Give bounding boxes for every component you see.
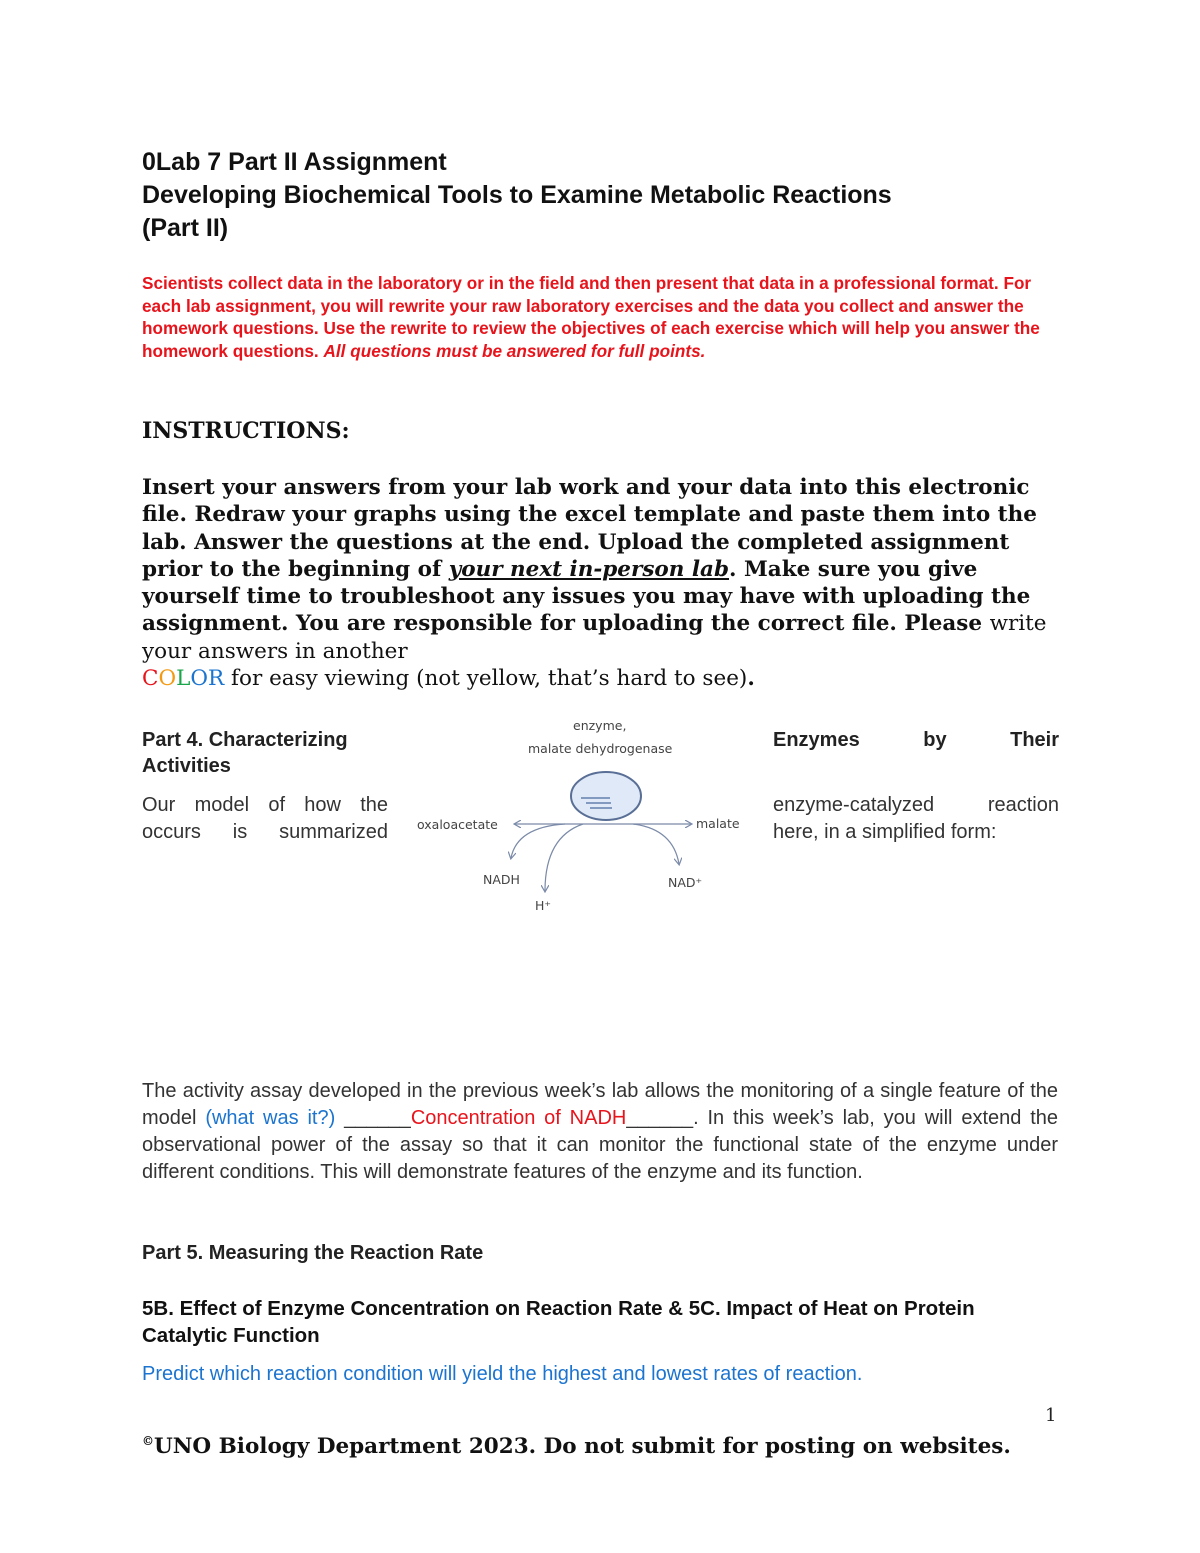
note-text: Scientists collect data in the laboratory or in the field and then present that data in a professional format. For each lab assignment, you will rewrite your raw laboratory exercises and the data you collect and answer the homework questions. Use the rewrite to review the objectives of each exercise which will help you answer the homework questions. xyxy=(142,273,1040,361)
arrow-to-nad xyxy=(633,824,679,864)
model-text-right-1: enzyme-catalyzed reaction xyxy=(773,794,1059,816)
color-letter-o2: O xyxy=(190,666,209,692)
copyright-footer xyxy=(142,1428,1042,1460)
assay-question: (what was it?) xyxy=(205,1107,336,1129)
title-line-3: (Part II) xyxy=(142,214,229,242)
nad-label: NAD⁺ xyxy=(668,875,703,890)
instructions-heading: INSTRUCTIONS: xyxy=(142,418,350,444)
instructions-part1: Insert your answers from your lab work and your data into this electronic file. Redraw your graphs using the excel template and paste them into the lab. Answer the questions at the end. Upload the completed assignment prior to the beginning of xyxy=(142,475,1037,582)
assay-paragraph xyxy=(142,1078,1058,1186)
part5-heading: Part 5. Measuring the Reaction Rate xyxy=(142,1242,484,1264)
assay-answer: Concentration of NADH xyxy=(410,1107,627,1129)
arrow-to-nadh xyxy=(511,824,565,858)
color-letter-r: R xyxy=(208,666,225,692)
instructions-deadline: your next in-person lab xyxy=(448,556,730,582)
title-line-2: Developing Biochemical Tools to Examine Metabolic Reactions xyxy=(142,181,892,209)
part4-heading-left: Part 4. Characterizing Activities xyxy=(142,729,348,777)
part4-heading-right: Enzymes by Their xyxy=(773,729,1059,751)
color-letter-o1: O xyxy=(158,666,177,692)
title-line-1: 0Lab 7 Part II Assignment xyxy=(142,148,447,176)
proton-label: H⁺ xyxy=(535,898,551,913)
enzyme-name-label: malate dehydrogenase xyxy=(528,741,673,756)
instructions-part2: . Make sure you give yourself time to troubleshoot any issues you may have with uploading the assignment. You are responsible for uploading the correct file. Please xyxy=(142,556,1031,637)
model-text-right-2: here, in a simplified form: xyxy=(773,821,997,843)
reaction-diagram xyxy=(405,715,755,915)
oxaloacetate-label: oxaloacetate xyxy=(417,817,498,832)
answer-blank-2: ______ xyxy=(626,1107,694,1129)
instructions-body xyxy=(142,474,1067,692)
instructions-after-color: for easy viewing (not yellow, that’s hard to see) xyxy=(224,666,748,692)
page-number: 1 xyxy=(1045,1405,1057,1426)
enzyme-label: enzyme, xyxy=(573,718,627,733)
copyright-text: UNO Biology Department 2023. Do not submit for posting on websites. xyxy=(154,1434,1011,1460)
part5-subheading: 5B. Effect of Enzyme Concentration on Reaction Rate & 5C. Impact of Heat on Protein Catalytic Function xyxy=(142,1297,975,1347)
note-emphasis: All questions must be answered for full points. xyxy=(323,340,706,361)
assignment-note xyxy=(142,272,1067,362)
assay-text-2: . In this week’s lab, you will extend the observational power of the assay so that it can monitor the functional state of the enzyme under different conditions. This will demonstrate features of the enzyme and its function. xyxy=(142,1107,1059,1183)
copyright-symbol: © xyxy=(142,1434,154,1448)
page-title xyxy=(142,146,1102,245)
arrow-to-proton xyxy=(545,824,583,891)
prediction-prompt: Predict which reaction condition will yield the highest and lowest rates of reaction. xyxy=(142,1363,863,1385)
malate-label: malate xyxy=(696,816,740,831)
enzyme-shape xyxy=(571,772,641,820)
answer-blank-1: ______ xyxy=(335,1107,411,1129)
assay-text-1: The activity assay developed in the previous week’s lab allows the monitoring of a single feature of the model xyxy=(142,1080,1058,1129)
color-letter-l: L xyxy=(176,666,191,692)
color-letter-c: C xyxy=(142,666,159,692)
instructions-plain: write your answers in another COLOR for easy viewing (not yellow, that’s hard to see) xyxy=(142,611,1047,692)
instructions-end: . xyxy=(747,666,755,692)
nadh-label: NADH xyxy=(483,872,520,887)
model-text-left: Our model of how the occurs is summarized xyxy=(142,794,388,843)
